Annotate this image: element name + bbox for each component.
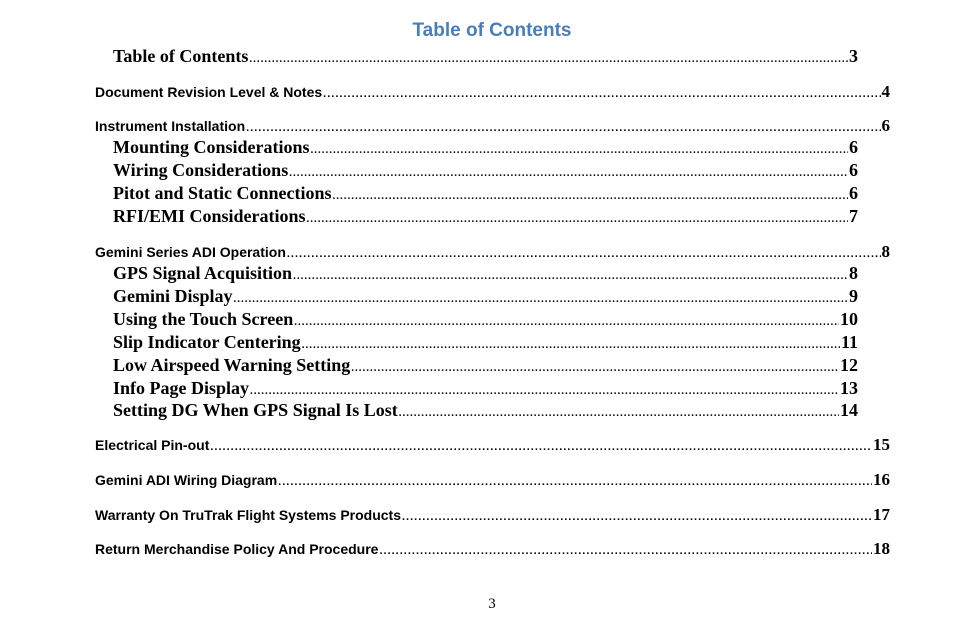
leader-dots (246, 122, 880, 134)
toc-entry-electrical-pinout[interactable] (95, 435, 890, 455)
toc-entry-gps-acquisition[interactable] (113, 263, 858, 284)
leader-dots (302, 339, 840, 351)
toc-entry-label: Low Airspeed Warning Setting (113, 355, 351, 375)
toc-entry-label: Table of Contents (113, 46, 249, 66)
toc-entry-page: 13 (840, 378, 858, 398)
toc-entry-wiring-diagram[interactable] (95, 470, 890, 490)
toc-entry-label: Gemini Series ADI Operation (95, 244, 286, 260)
toc-entry-document-revision[interactable] (95, 82, 890, 102)
toc-entry-page: 12 (840, 355, 858, 375)
toc-entry-page: 6 (849, 183, 858, 203)
leader-dots (293, 270, 848, 282)
toc-entry-info-page[interactable] (113, 378, 858, 399)
toc-entry-label: Warranty On TruTrak Flight Systems Products (95, 507, 401, 523)
toc-entry-label: Instrument Installation (95, 118, 246, 134)
toc-entry-label: RFI/EMI Considerations (113, 206, 306, 226)
leader-dots (234, 293, 848, 305)
leader-dots (351, 362, 839, 374)
toc-entry-label: Wiring Considerations (113, 160, 289, 180)
toc-entry-instrument-installation[interactable] (95, 116, 890, 136)
toc-entry-page: 15 (873, 435, 890, 454)
page-number: 3 (488, 596, 496, 612)
toc-entry-label: Electrical Pin-out (95, 437, 210, 453)
toc-entry-label: Info Page Display (113, 378, 250, 398)
toc-entry-page: 6 (849, 160, 858, 180)
leader-dots (333, 190, 848, 202)
toc-entry-touch-screen[interactable] (113, 309, 858, 330)
toc-entry-label: Document Revision Level & Notes (95, 84, 323, 100)
toc-entry-gemini-operation[interactable] (95, 242, 890, 262)
toc-entry-page: 17 (873, 505, 890, 524)
toc-entry-warranty[interactable] (95, 505, 890, 525)
toc-entry-gemini-display[interactable] (113, 286, 858, 307)
toc-entry-page: 16 (873, 470, 890, 489)
toc-entry-label: GPS Signal Acquisition (113, 263, 293, 283)
toc-entry-mounting-considerations[interactable] (113, 137, 858, 158)
toc-entry-label: Pitot and Static Connections (113, 183, 332, 203)
toc-entry-page: 3 (849, 46, 858, 66)
toc-entry-pitot-static[interactable] (113, 183, 858, 204)
toc-entry-page: 7 (849, 206, 858, 226)
leader-dots (287, 248, 881, 260)
leader-dots (402, 511, 872, 523)
toc-entry-label: Gemini Display (113, 286, 233, 306)
leader-dots (294, 316, 839, 328)
toc-entry-low-airspeed[interactable] (113, 355, 858, 376)
toc-entry-page: 8 (881, 242, 890, 261)
toc-entry-page: 8 (849, 263, 858, 283)
leader-dots (289, 167, 848, 179)
toc-entry-setting-dg[interactable] (113, 400, 858, 421)
toc-entry-rfi-emi[interactable] (113, 206, 858, 227)
toc-entry-return-policy[interactable] (95, 539, 890, 559)
leader-dots (399, 407, 839, 419)
leader-dots (210, 441, 872, 453)
toc-entry-page: 14 (840, 400, 858, 420)
leader-dots (278, 476, 872, 488)
toc-entry-page: 9 (849, 286, 858, 306)
toc-entry-page: 18 (873, 539, 890, 558)
leader-dots (250, 385, 839, 397)
toc-entry-slip-indicator[interactable] (113, 332, 858, 353)
toc-entry-label: Return Merchandise Policy And Procedure (95, 541, 379, 557)
toc-entry-page: 6 (849, 137, 858, 157)
toc-entry-page: 4 (881, 82, 890, 101)
toc-entry-label: Gemini ADI Wiring Diagram (95, 472, 278, 488)
toc-entry-label: Setting DG When GPS Signal Is Lost (113, 400, 398, 420)
toc-entry-label: Mounting Considerations (113, 137, 310, 157)
toc-entry-wiring-considerations[interactable] (113, 160, 858, 181)
page-title: Table of Contents (412, 20, 572, 41)
leader-dots (307, 213, 848, 225)
toc-entry-table-of-contents[interactable] (113, 46, 858, 67)
leader-dots (249, 53, 848, 65)
leader-dots (323, 88, 880, 100)
leader-dots (379, 545, 872, 557)
toc-entry-page: 11 (840, 332, 858, 352)
toc-entry-page: 6 (881, 116, 890, 135)
leader-dots (311, 144, 848, 156)
toc-entry-page: 10 (840, 309, 858, 329)
toc-entry-label: Using the Touch Screen (113, 309, 294, 329)
toc-entry-label: Slip Indicator Centering (113, 332, 301, 352)
